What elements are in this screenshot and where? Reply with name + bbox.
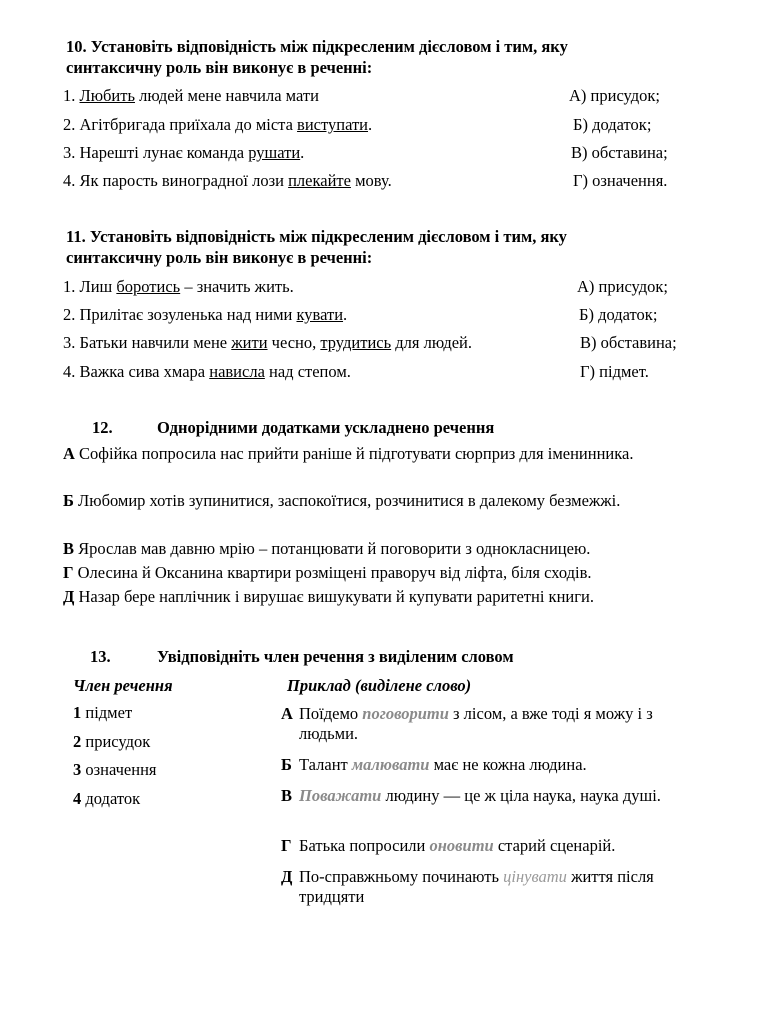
q10-item-2: 2. Агітбригада приїхала до міста виступати. xyxy=(63,115,373,134)
q13-member-4: 4 додаток xyxy=(73,789,141,808)
q13-example-v: Поважати людину — це ж ціла наука, наука душі. xyxy=(299,786,661,805)
q10-option-v: В) обставина; xyxy=(571,143,668,162)
q13-example-v-letter: В xyxy=(281,786,293,805)
underlined-verb: нависла xyxy=(209,362,265,381)
q11-item-2: 2. Прилітає зозуленька над ними кувати. xyxy=(63,305,348,324)
underlined-verb: жити xyxy=(231,333,268,352)
q13-member-1: 1 підмет xyxy=(73,703,133,722)
underlined-verb: трудитись xyxy=(320,333,392,352)
underlined-verb: Любить xyxy=(79,86,135,105)
q13-column-header-members: Член речення xyxy=(73,676,173,695)
q10-item-4: 4. Як парость виноградної лози плекайте мову. xyxy=(63,171,392,190)
q12-option-b: Б Любомир хотів зупинитися, заспокоїтися, розчинитися в далекому безмежжі. xyxy=(63,491,621,510)
q11-title-line2: синтаксичну роль він виконує в реченні: xyxy=(66,248,373,267)
q11-option-a: А) присудок; xyxy=(577,277,669,296)
q11-item-4: 4. Важка сива хмара нависла над степом. xyxy=(63,362,351,381)
highlighted-word: Поважати xyxy=(299,786,382,805)
q12-title: Однорідними додатками ускладнено речення xyxy=(157,418,495,437)
q10-title-line1: 10. Установіть відповідність між підкресленим дієсловом і тим, яку xyxy=(66,37,568,56)
q13-column-header-examples: Приклад (виділене слово) xyxy=(287,676,472,695)
q12-option-a: А Софійка попросила нас прийти раніше й підготувати сюрприз для іменинника. xyxy=(63,444,634,463)
underlined-verb: рушати xyxy=(248,143,301,162)
q10-title-line2: синтаксичну роль він виконує в реченні: xyxy=(66,58,373,77)
highlighted-word: малювати xyxy=(351,755,430,774)
q10-item-3: 3. Нарешті лунає команда рушати. xyxy=(63,143,305,162)
q11-option-v: В) обставина; xyxy=(580,333,677,352)
underlined-verb: плекайте xyxy=(288,171,351,190)
q12-number: 12. xyxy=(92,418,113,437)
q13-example-g: Батька попросили оновити старий сценарій. xyxy=(299,836,616,855)
q10-item-1: 1. Любить людей мене навчила мати xyxy=(63,86,319,105)
underlined-verb: виступати xyxy=(297,115,369,134)
q11-item-1: 1. Лиш боротись – значить жить. xyxy=(63,277,294,296)
q10-option-g: Г) означення. xyxy=(573,171,668,190)
q11-option-g: Г) підмет. xyxy=(580,362,649,381)
highlighted-word: оновити xyxy=(429,836,494,855)
q13-member-3: 3 означення xyxy=(73,760,157,779)
q12-option-v: В Ярослав мав давню мрію – потанцювати й поговорити з однокласницею. xyxy=(63,539,591,558)
q13-example-b-letter: Б xyxy=(281,755,292,774)
q13-number: 13. xyxy=(90,647,111,666)
q13-example-d-letter: Д xyxy=(281,867,293,886)
q12-option-d: Д Назар бере наплічник і вирушає вишукувати й купувати раритетні книги. xyxy=(63,587,594,606)
underlined-verb: боротись xyxy=(116,277,181,296)
q13-example-a: Поїдемо поговорити з лісом, а вже тоді я можу і з людьми. xyxy=(299,704,653,743)
q11-item-3: 3. Батьки навчили мене жити чесно, трудитись для людей. xyxy=(63,333,473,352)
q12-option-g: Г Олесина й Оксанина квартири розміщені праворуч від ліфта, біля сходів. xyxy=(63,563,592,582)
highlighted-word: цінувати xyxy=(503,867,567,886)
q13-member-2: 2 присудок xyxy=(73,732,151,751)
highlighted-word: поговорити xyxy=(362,704,449,723)
q13-title: Увідповідніть член речення з виділеним словом xyxy=(157,647,514,666)
q13-example-d: По-справжньому починають цінувати життя після тридцяти xyxy=(299,867,654,906)
q13-example-b: Талант малювати має не кожна людина. xyxy=(299,755,587,774)
q11-title-line1: 11. Установіть відповідність між підкресленим дієсловом і тим, яку xyxy=(66,227,567,246)
q13-example-g-letter: Г xyxy=(281,836,292,855)
q10-option-b: Б) додаток; xyxy=(573,115,652,134)
q13-example-a-letter: А xyxy=(281,704,293,723)
q11-option-b: Б) додаток; xyxy=(579,305,658,324)
underlined-verb: кувати xyxy=(296,305,344,324)
q10-option-a: А) присудок; xyxy=(569,86,661,105)
